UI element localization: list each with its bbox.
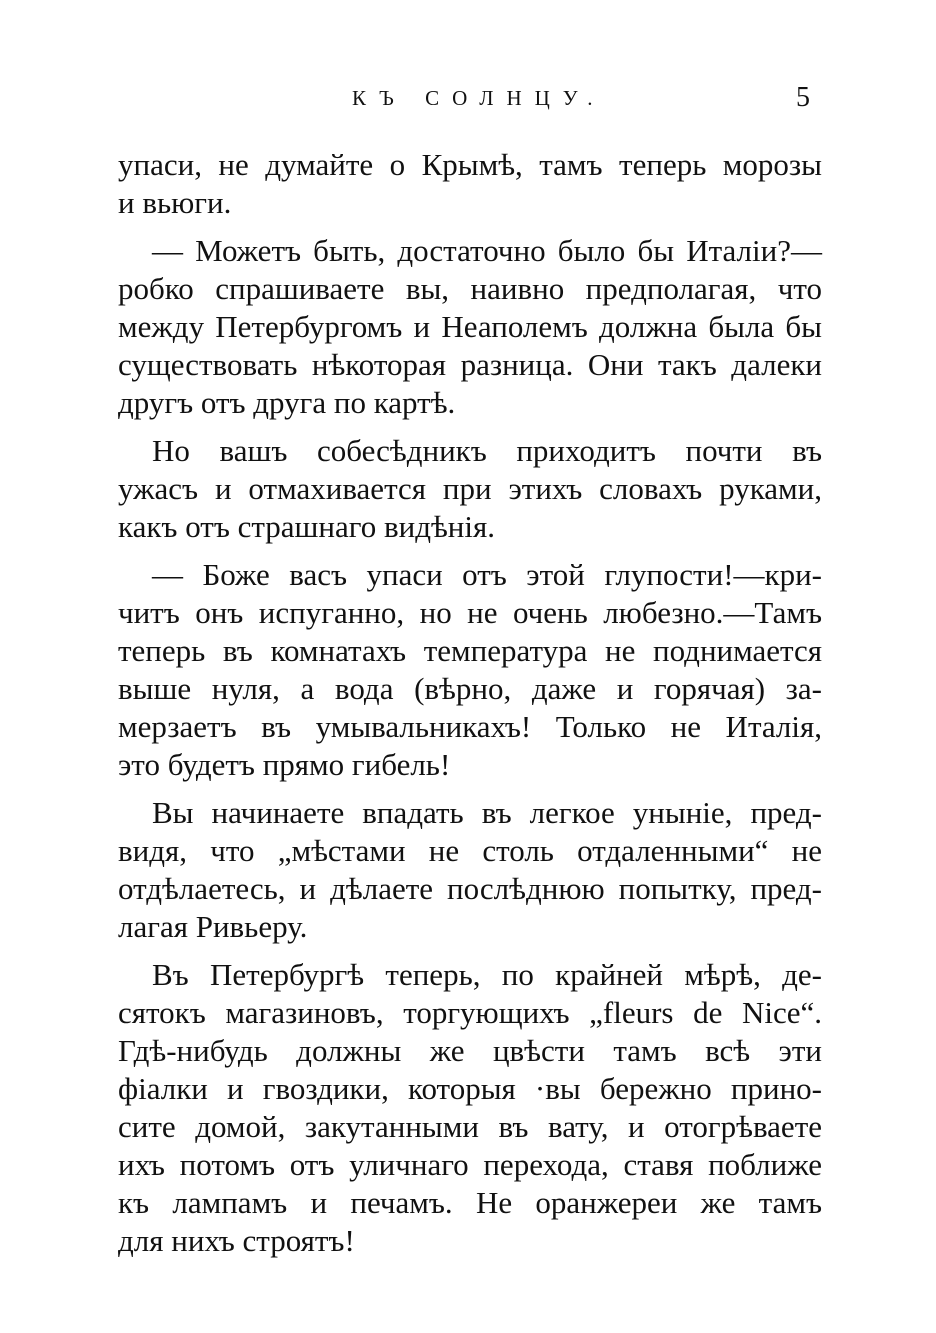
text-line: — Можетъ быть, достаточно было бы Италіи?— <box>152 233 822 268</box>
running-title: КЪ СОЛНЦУ. <box>352 86 606 110</box>
paragraph-1 <box>118 146 822 222</box>
text-line: ихъ потомъ отъ уличнаго перехода, ставя поближе <box>118 1147 822 1182</box>
text-line: мерзаетъ въ умывальникахъ! Только не Италія, <box>118 709 822 744</box>
page-number: 5 <box>796 82 810 113</box>
text-line: теперь въ комнатахъ температура не поднимается <box>118 633 822 668</box>
body-text <box>118 146 822 1270</box>
text-line: къ лампамъ и печамъ. Не оранжереи же тамъ <box>118 1185 822 1220</box>
text-line: робко спрашиваете вы, наивно предполагая, что <box>118 271 822 306</box>
text-line: это будетъ прямо гибель! <box>118 747 451 782</box>
text-line: ужасъ и отмахивается при этихъ словахъ руками, <box>118 471 822 506</box>
text-line: упаси, не думайте о Крымѣ, тамъ теперь морозы <box>118 147 822 182</box>
text-line: какъ отъ страшнаго видѣнія. <box>118 509 496 544</box>
text-line: для нихъ строятъ! <box>118 1223 355 1258</box>
text-line: видя, что „мѣстами не столь отдаленными“ не <box>118 833 822 868</box>
text-line: и вьюги. <box>118 185 232 220</box>
text-line: лагая Ривьеру. <box>118 909 308 944</box>
paragraph-2 <box>118 232 822 422</box>
text-line: читъ онъ испуганно, но не очень любезно.—Тамъ <box>118 595 822 630</box>
text-line: Гдѣ-нибудь должны же цвѣсти тамъ всѣ эти <box>118 1033 822 1068</box>
text-line: Вы начинаете впадать въ легкое уныніе, пред- <box>152 795 822 830</box>
text-line: Но вашъ собесѣдникъ приходитъ почти въ <box>152 433 822 468</box>
text-line: Въ Петербургѣ теперь, по крайней мѣрѣ, де- <box>152 957 822 992</box>
paragraph-5 <box>118 794 822 946</box>
text-line: существовать нѣкоторая разница. Они такъ далеки <box>118 347 822 382</box>
paragraph-3 <box>118 432 822 546</box>
text-line: выше нуля, а вода (вѣрно, даже и горячая) за- <box>118 671 822 706</box>
running-head <box>0 82 936 122</box>
text-line: между Петербургомъ и Неаполемъ должна была бы <box>118 309 822 344</box>
text-line: фіалки и гвоздики, которыя ·вы бережно прино- <box>118 1071 822 1106</box>
text-line: сятокъ магазиновъ, торгующихъ „fleurs de Nice“. <box>118 995 822 1030</box>
paragraph-4 <box>118 556 822 784</box>
text-line: сите домой, закутанными въ вату, и отогрѣваете <box>118 1109 822 1144</box>
text-line: отдѣлаетесь, и дѣлаете послѣднюю попытку, пред- <box>118 871 822 906</box>
text-line: — Боже васъ упаси отъ этой глупости!—кри- <box>152 557 822 592</box>
text-line: другъ отъ друга по картѣ. <box>118 385 456 420</box>
paragraph-6 <box>118 956 822 1260</box>
